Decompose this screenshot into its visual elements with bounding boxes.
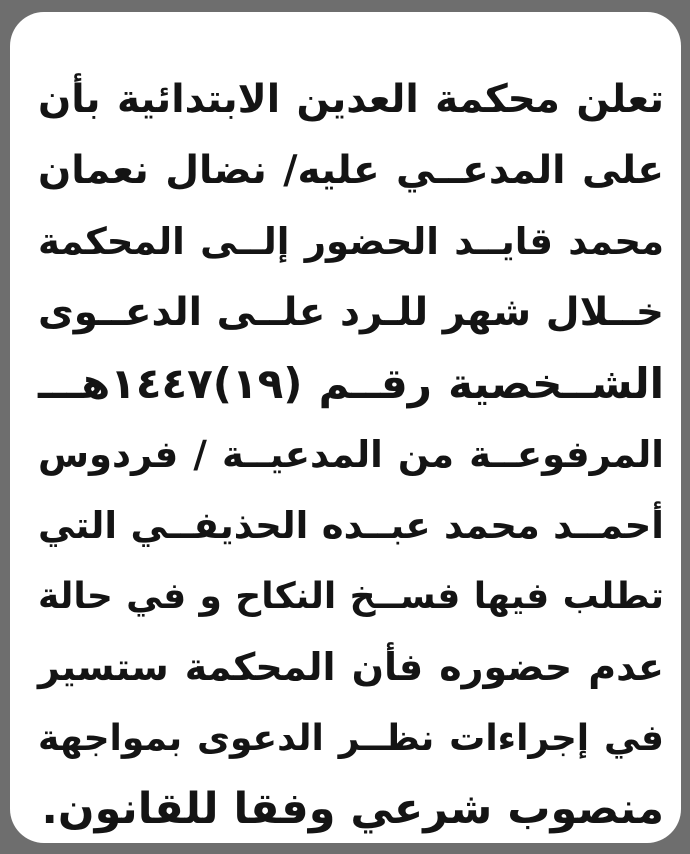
notice-line-1: تعلن محكمة العدين الابتدائية بأن	[38, 77, 664, 122]
notice-line-4: خــلال شهر للـرد علــى الدعــوى	[38, 290, 664, 335]
notice-card	[10, 12, 681, 843]
notice-line-9: عدم حضوره فأن المحكمة ستسير	[38, 645, 664, 689]
notice-line-3: محمد قايــد الحضور إلــى المحكمة	[38, 220, 664, 263]
notice-line-5: الشــخصية رقــم (١٩)١٤٤٧هـــ	[38, 359, 664, 408]
notice-line-6: المرفوعــة من المدعيــة / فردوس	[38, 433, 664, 476]
notice-line-2: على المدعــي عليه/ نضال نعمان	[38, 148, 664, 193]
notice-line-7: أحمــد محمد عبــده الحذيفــي التي	[38, 504, 664, 547]
notice-line-11: منصوب شرعي وفقا للقانون.	[41, 784, 664, 834]
notice-line-10: في إجراءات نظــر الدعوى بمواجهة	[38, 718, 664, 759]
notice-line-8: تطلب فيها فســخ النكاح و في حالة	[38, 576, 664, 617]
court-notice-text	[38, 64, 664, 845]
